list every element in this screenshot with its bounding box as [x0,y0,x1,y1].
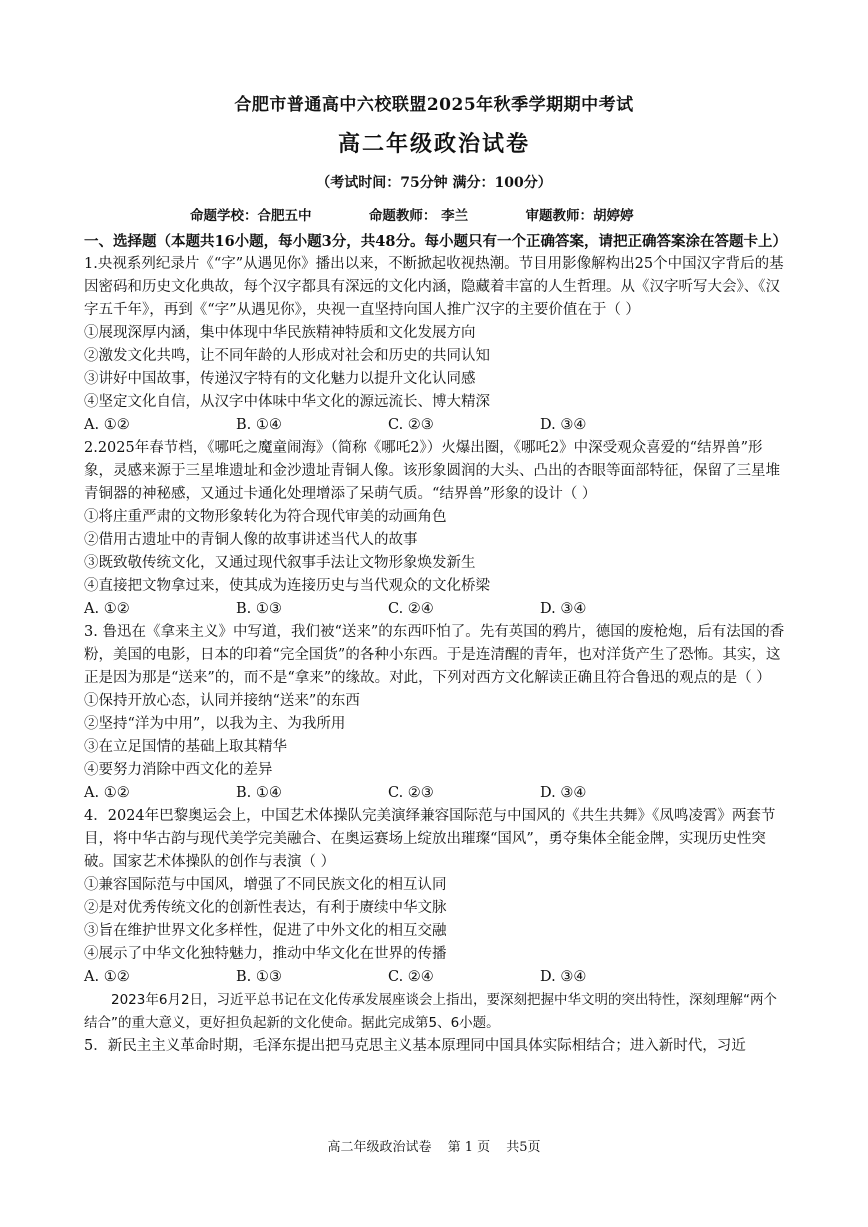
reviewer-label: 审题教师：胡婷婷 [525,208,634,224]
footer-page-number: 第 1 页 [447,1140,491,1155]
question-item: ③讲好中国故事，传递汉字特有的文化魅力以提升文化认同感 [84,371,476,387]
option-a: A. ①② [84,969,130,985]
question-item: ④要努力消除中西文化的差异 [84,762,273,778]
question-item: ④展示了中华文化独特魅力，推动中华文化在世界的传播 [84,946,447,962]
footer-title: 高二年级政治试卷 [327,1140,432,1155]
option-d: D. ③④ [540,601,587,617]
option-b: B. ①④ [236,785,282,801]
question-item: ①保持开放心态，认同并接纳“送来”的东西 [84,693,360,709]
question-item: ②坚持“洋为中用”，以我为主、为我所用 [84,716,346,732]
exam-makers [190,204,634,224]
question-1 [84,253,788,437]
option-a: A. ①② [84,785,130,801]
option-c: C. ②③ [388,417,434,433]
exam-subtitle: 高二年级政治试卷 [337,131,530,157]
answer-options [84,414,788,437]
answer-options [84,782,788,805]
option-b: B. ①③ [236,969,282,985]
question-item: ③在立足国情的基础上取其精华 [84,739,287,755]
question-item: ④直接把文物拿过来，使其成为连接历史与当代观众的文化桥梁 [84,578,490,594]
option-d: D. ③④ [540,969,587,985]
option-a: A. ①② [84,417,130,433]
question-item: ②是对优秀传统文化的创新性表达，有利于赓续中华文脉 [84,900,447,916]
school-label: 命题学校：合肥五中 [190,208,312,224]
teacher-label: 命题教师： 李兰 [368,208,469,224]
question-5-stem: 5．新民主主义革命时期，毛泽东提出把马克思主义基本原理同中国具体实际相结合；进入新时代，习近 [84,1038,746,1054]
answer-options [84,598,788,621]
question-4 [84,805,788,989]
question-item: ③旨在维护世界文化多样性，促进了中外文化的相互交融 [84,923,447,939]
question-stem: 2.2025年春节档，《哪吒之魔童闹海》（简称《哪吒2》）火爆出圈，《哪吒2》中深受观众喜爱的“结界兽”形象，灵感来源于三星堆遗址和金沙遗址青铜人像。该形象圆润的大头、凸出的杏眼等面部特征，保留了三星堆青铜器的神秘感，又通过卡通化处理增添了呆萌气质。“结界兽”形象的设计（ ） [84,440,780,502]
question-item: ①将庄重严肃的文物形象转化为符合现代审美的动画角色 [84,509,447,525]
question-item: ②借用古遗址中的青铜人像的故事讲述当代人的故事 [84,532,418,548]
exam-content [84,230,788,1058]
option-a: A. ①② [84,601,130,617]
question-stem: 4．2024年巴黎奥运会上，中国艺术体操队完美演绎兼容国际范与中国风的《共生共舞》《凤鸣凌霄》两套节目，将中华古韵与现代美学完美融合、在奥运赛场上绽放出璀璨“国风”，勇夺集体全能金牌，实现历史性突破。国家艺术体操队的创作与表演（ ） [84,808,776,870]
question-stem: 1.央视系列纪录片《“字”从遇见你》播出以来，不断掀起收视热潮。节目用影像解构出25个中国汉字背后的基因密码和历史文化典故，每个汉字都具有深远的文化内涵，隐藏着丰富的人生哲理。从《汉字听写大会》、《汉字五千年》，再到《“字”从遇见你》，央视一直坚持向国人推广汉字的主要价值在于（ ） [84,256,784,318]
question-item: ③既致敬传统文化，又通过现代叙事手法让文物形象焕发新生 [84,555,476,571]
question-stem: 3. 鲁迅在《拿来主义》中写道，我们被“送来”的东西吓怕了。先有英国的鸦片，德国的废枪炮，后有法国的香粉，美国的电影，日本的印着“完全国货”的各种小东西。于是连清醒的青年，也对洋货产生了恐怖。其实，这正是因为那是“送来”的，而不是“拿来”的缘故。对此，下列对西方文化解读正确且符合鲁迅的观点的是（ ） [84,624,785,686]
question-item: ②激发文化共鸣，让不同年龄的人形成对社会和历史的共同认知 [84,348,490,364]
option-b: B. ①③ [236,601,282,617]
question-item: ①兼容国际范与中国风，增强了不同民族文化的相互认同 [84,877,447,893]
question-item: ①展现深厚内涵，集中体现中华民族精神特质和文化发展方向 [84,325,476,341]
option-d: D. ③④ [540,417,587,433]
reading-material: 2023年6月2日，习近平总书记在文化传承发展座谈会上指出，要深刻把握中华文明的突出特性，深刻理解“两个结合”的重大意义，更好担负起新的文化使命。据此完成第5、6小题。 [84,992,778,1031]
exam-info: （考试时间：75分钟 满分：100分） [316,175,552,191]
section-heading: 一、选择题（本题共16小题，每小题3分，共48分。每小题只有一个正确答案，请把正确答案涂在答题卡上） [84,233,787,250]
footer-total-pages: 共5页 [506,1140,541,1155]
question-item: ④坚定文化自信，从汉字中体味中华文化的源远流长、博大精深 [84,394,490,410]
option-c: C. ②③ [388,785,434,801]
page-footer [0,1136,868,1155]
option-d: D. ③④ [540,785,587,801]
exam-title: 合肥市普通高中六校联盟2025年秋季学期期中考试 [234,95,634,115]
question-3 [84,621,788,805]
option-c: C. ②④ [388,969,434,985]
option-b: B. ①④ [236,417,282,433]
question-2 [84,437,788,621]
option-c: C. ②④ [388,601,434,617]
answer-options [84,966,788,989]
